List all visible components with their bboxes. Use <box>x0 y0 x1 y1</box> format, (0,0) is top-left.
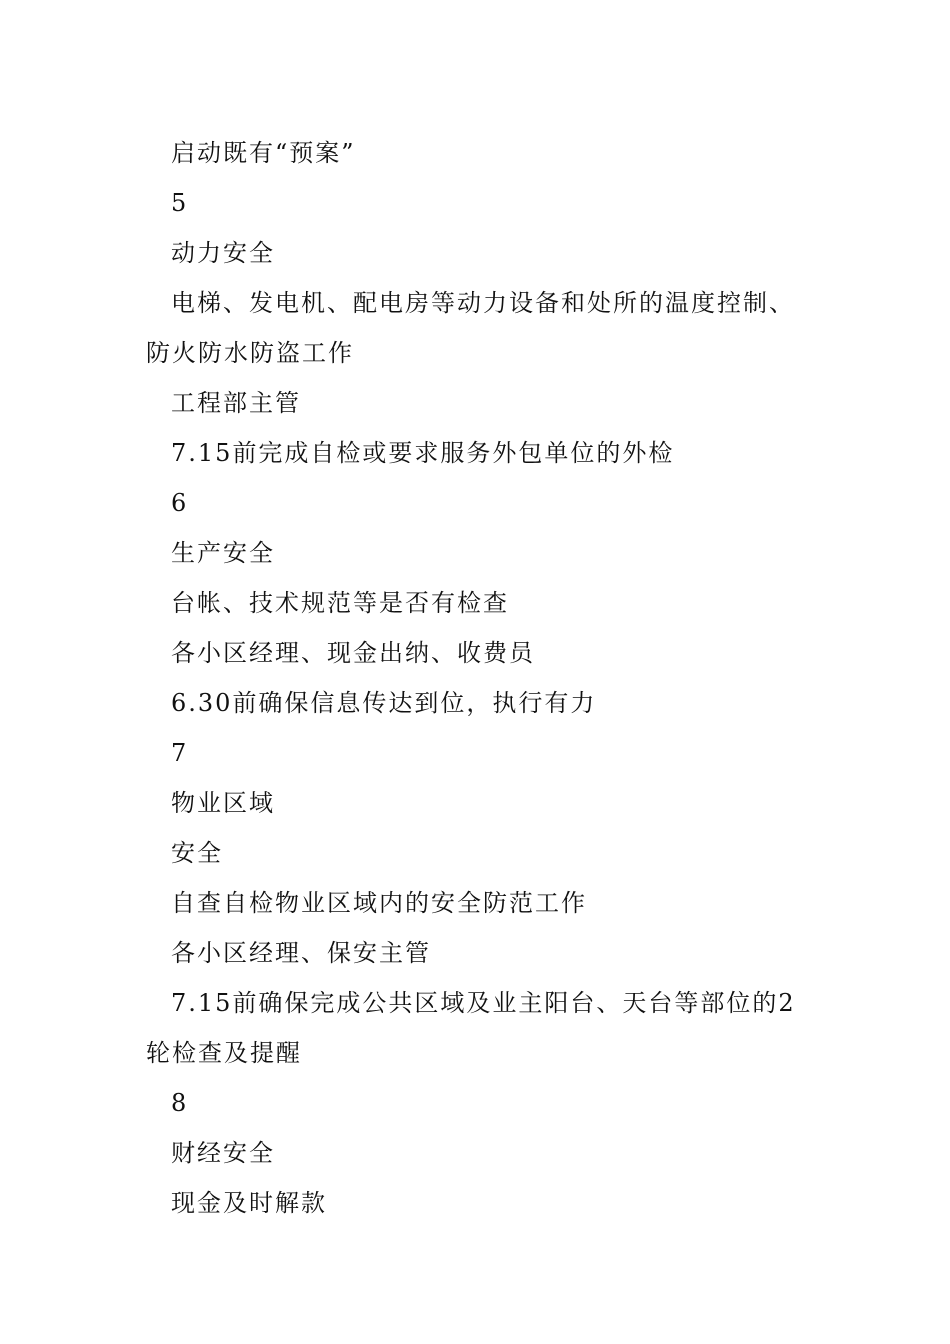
item-owner: 各小区经理、现金出纳、收费员 <box>171 639 535 667</box>
item-content-continued: 防火防水防盗工作 <box>146 339 354 367</box>
item-number: 8 <box>171 1089 189 1117</box>
item-content: 自查自检物业区域内的安全防范工作 <box>171 889 587 917</box>
item-category: 财经安全 <box>171 1139 275 1167</box>
item-owner: 各小区经理、保安主管 <box>171 939 431 967</box>
item-content: 电梯、发电机、配电房等动力设备和处所的温度控制、 <box>171 289 795 317</box>
item-deadline: 7.15前确保完成公共区域及业主阳台、天台等部位的2 <box>171 989 796 1017</box>
item-number: 7 <box>171 739 189 767</box>
item-content: 现金及时解款 <box>171 1189 327 1217</box>
item-number: 5 <box>171 189 189 217</box>
item-category: 动力安全 <box>171 239 275 267</box>
item-deadline: 7.15前完成自检或要求服务外包单位的外检 <box>171 439 675 467</box>
document-body <box>146 128 816 1228</box>
item-content: 台帐、技术规范等是否有检查 <box>171 589 509 617</box>
item-category-continued: 安全 <box>171 839 223 867</box>
item-deadline: 6.30前确保信息传达到位，执行有力 <box>171 689 597 717</box>
item-deadline-continued: 轮检查及提醒 <box>146 1039 302 1067</box>
item-owner: 工程部主管 <box>171 389 301 417</box>
item-category: 物业区域 <box>171 789 275 817</box>
text-line: 启动既有“预案” <box>171 139 356 167</box>
item-category: 生产安全 <box>171 539 275 567</box>
item-number: 6 <box>171 489 189 517</box>
